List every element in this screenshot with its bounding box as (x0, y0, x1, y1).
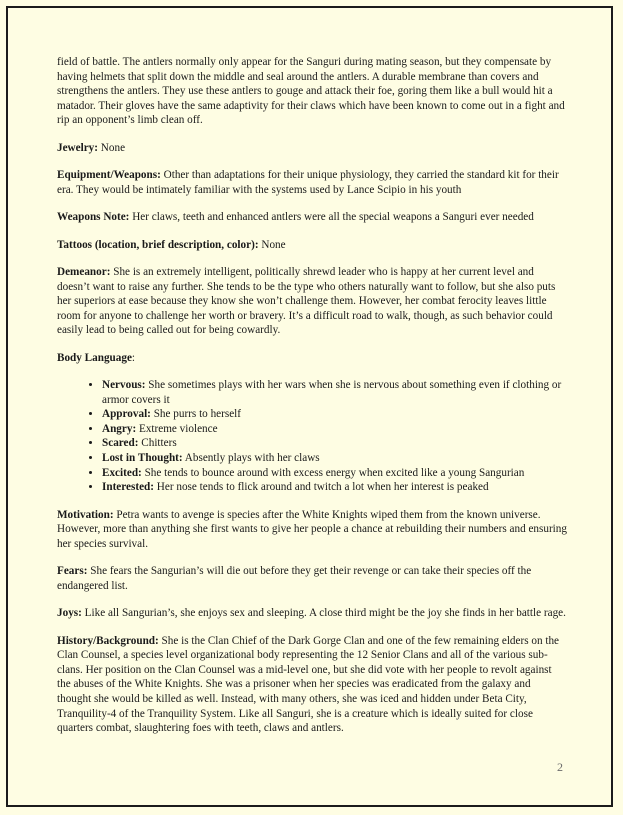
equipment-text: Other than adaptations for their unique physiology, they carried the standard kit for their era. They would be intimately familiar with the systems used by Lance Scipio in his youth (57, 169, 559, 196)
fears-paragraph (57, 564, 567, 593)
list-item (102, 436, 567, 451)
list-item-text: She purrs to herself (150, 408, 242, 421)
motivation-label: Motivation: (57, 508, 114, 521)
list-item-text: Her nose tends to flick around and twitch a lot when her interest is peaked (154, 481, 489, 494)
tattoos-label: Tattoos (location, brief description, color): (57, 238, 259, 251)
joys-text: Like all Sangurian’s, she enjoys sex and sleeping. A close third might be the joy she finds in her battle rage. (81, 607, 566, 620)
list-item-label: Interested: (102, 481, 154, 494)
weapons-note-text: Her claws, teeth and enhanced antlers were all the special weapons a Sanguri ever needed (129, 211, 534, 224)
jewelry-paragraph (57, 141, 567, 156)
equipment-paragraph (57, 168, 567, 197)
list-item-text: Absently plays with her claws (182, 452, 320, 465)
body-language-heading (57, 351, 567, 366)
fears-text: She fears the Sangurian’s will die out before they get their revenge or can take their species off the endangered list. (57, 565, 532, 592)
list-item-label: Excited: (102, 466, 142, 479)
equipment-label: Equipment/Weapons: (57, 169, 161, 182)
list-item-text: She tends to bounce around with excess energy when excited like a young Sangurian (141, 466, 525, 479)
list-item-text: Chitters (138, 437, 177, 450)
jewelry-text: None (98, 141, 126, 154)
joys-paragraph (57, 606, 567, 621)
weapons-note-label: Weapons Note: (57, 211, 130, 224)
list-item-label: Angry: (102, 422, 137, 435)
list-item (102, 466, 567, 481)
list-item-text: Extreme violence (136, 422, 218, 435)
list-item-text: She sometimes plays with her wars when she is nervous about something even if clothing or armor covers it (102, 379, 562, 406)
demeanor-text: She is an extremely intelligent, politically shrewd leader who is happy at her current level and doesn’t want to raise any further. She tends to be the type who others naturally want to follow, but she also puts her superiors at ease because they know she won’t challenge them. However, her combat ferocity leaves little room for anyone to challenge her worth or bravery. It’s a difficult road to walk, though, as such behavior could easily lead to being called out for being cowardly. (57, 265, 556, 337)
history-paragraph (57, 634, 567, 736)
list-item-label: Approval: (102, 408, 151, 421)
history-label: History/Background: (57, 634, 159, 647)
page-number: 2 (557, 760, 563, 774)
list-item (102, 407, 567, 422)
joys-label: Joys: (57, 607, 82, 620)
motivation-text: Petra wants to avenge is species after the White Knights wiped them from the known universe. However, more than anything she first wants to give her people a chance at rebuilding their numbers and ensuring her species survival. (57, 508, 567, 550)
tattoos-text: None (258, 238, 286, 251)
demeanor-paragraph (57, 265, 567, 338)
list-item (102, 378, 567, 407)
weapons-note-paragraph (57, 210, 567, 225)
motivation-paragraph (57, 508, 567, 552)
body-language-colon: : (131, 351, 136, 364)
list-item (102, 451, 567, 466)
body-language-list (57, 378, 567, 495)
tattoos-paragraph (57, 238, 567, 253)
intro-paragraph: field of battle. The antlers normally only appear for the Sanguri during mating season, but they compensate by having helmets that split down the middle and seal around the antlers. A durable membrane than covers and strengthens the antlers. They use these antlers to gouge and attack their foe, goring them like a bull would hit a matador. Their gloves have the same adaptivity for their claws which have been known to come out in a fight and rip an opponent’s limb clean off. (57, 56, 565, 127)
body-language-label: Body Language (57, 351, 132, 364)
list-item-label: Lost in Thought: (102, 452, 183, 465)
fears-label: Fears: (57, 565, 88, 578)
list-item (102, 480, 567, 495)
demeanor-label: Demeanor: (57, 265, 111, 278)
list-item-label: Nervous: (102, 379, 146, 392)
history-text: She is the Clan Chief of the Dark Gorge Clan and one of the few remaining elders on the Clan Counsel, a species level organizational body representing the 12 Senior Clans and all of the various sub-clans. Her position on the Clan Counsel was a mid-level one, but she did vote with her people to revolt against the abuses of the White Knights. She was a prisoner when her species was eradicated from the galaxy and thought she would be killed as well. Instead, with many others, she was iced and hidden under Beta City, Tranquility-4 of the Tranquility System. Like all Sanguri, she is a creature which is ideally suited for close quarters combat, slaughtering foes with teeth, claws and antlers. (57, 634, 560, 735)
jewelry-label: Jewelry: (57, 141, 98, 154)
list-item (102, 422, 567, 437)
document-body (57, 55, 567, 749)
list-item-label: Scared: (102, 437, 139, 450)
